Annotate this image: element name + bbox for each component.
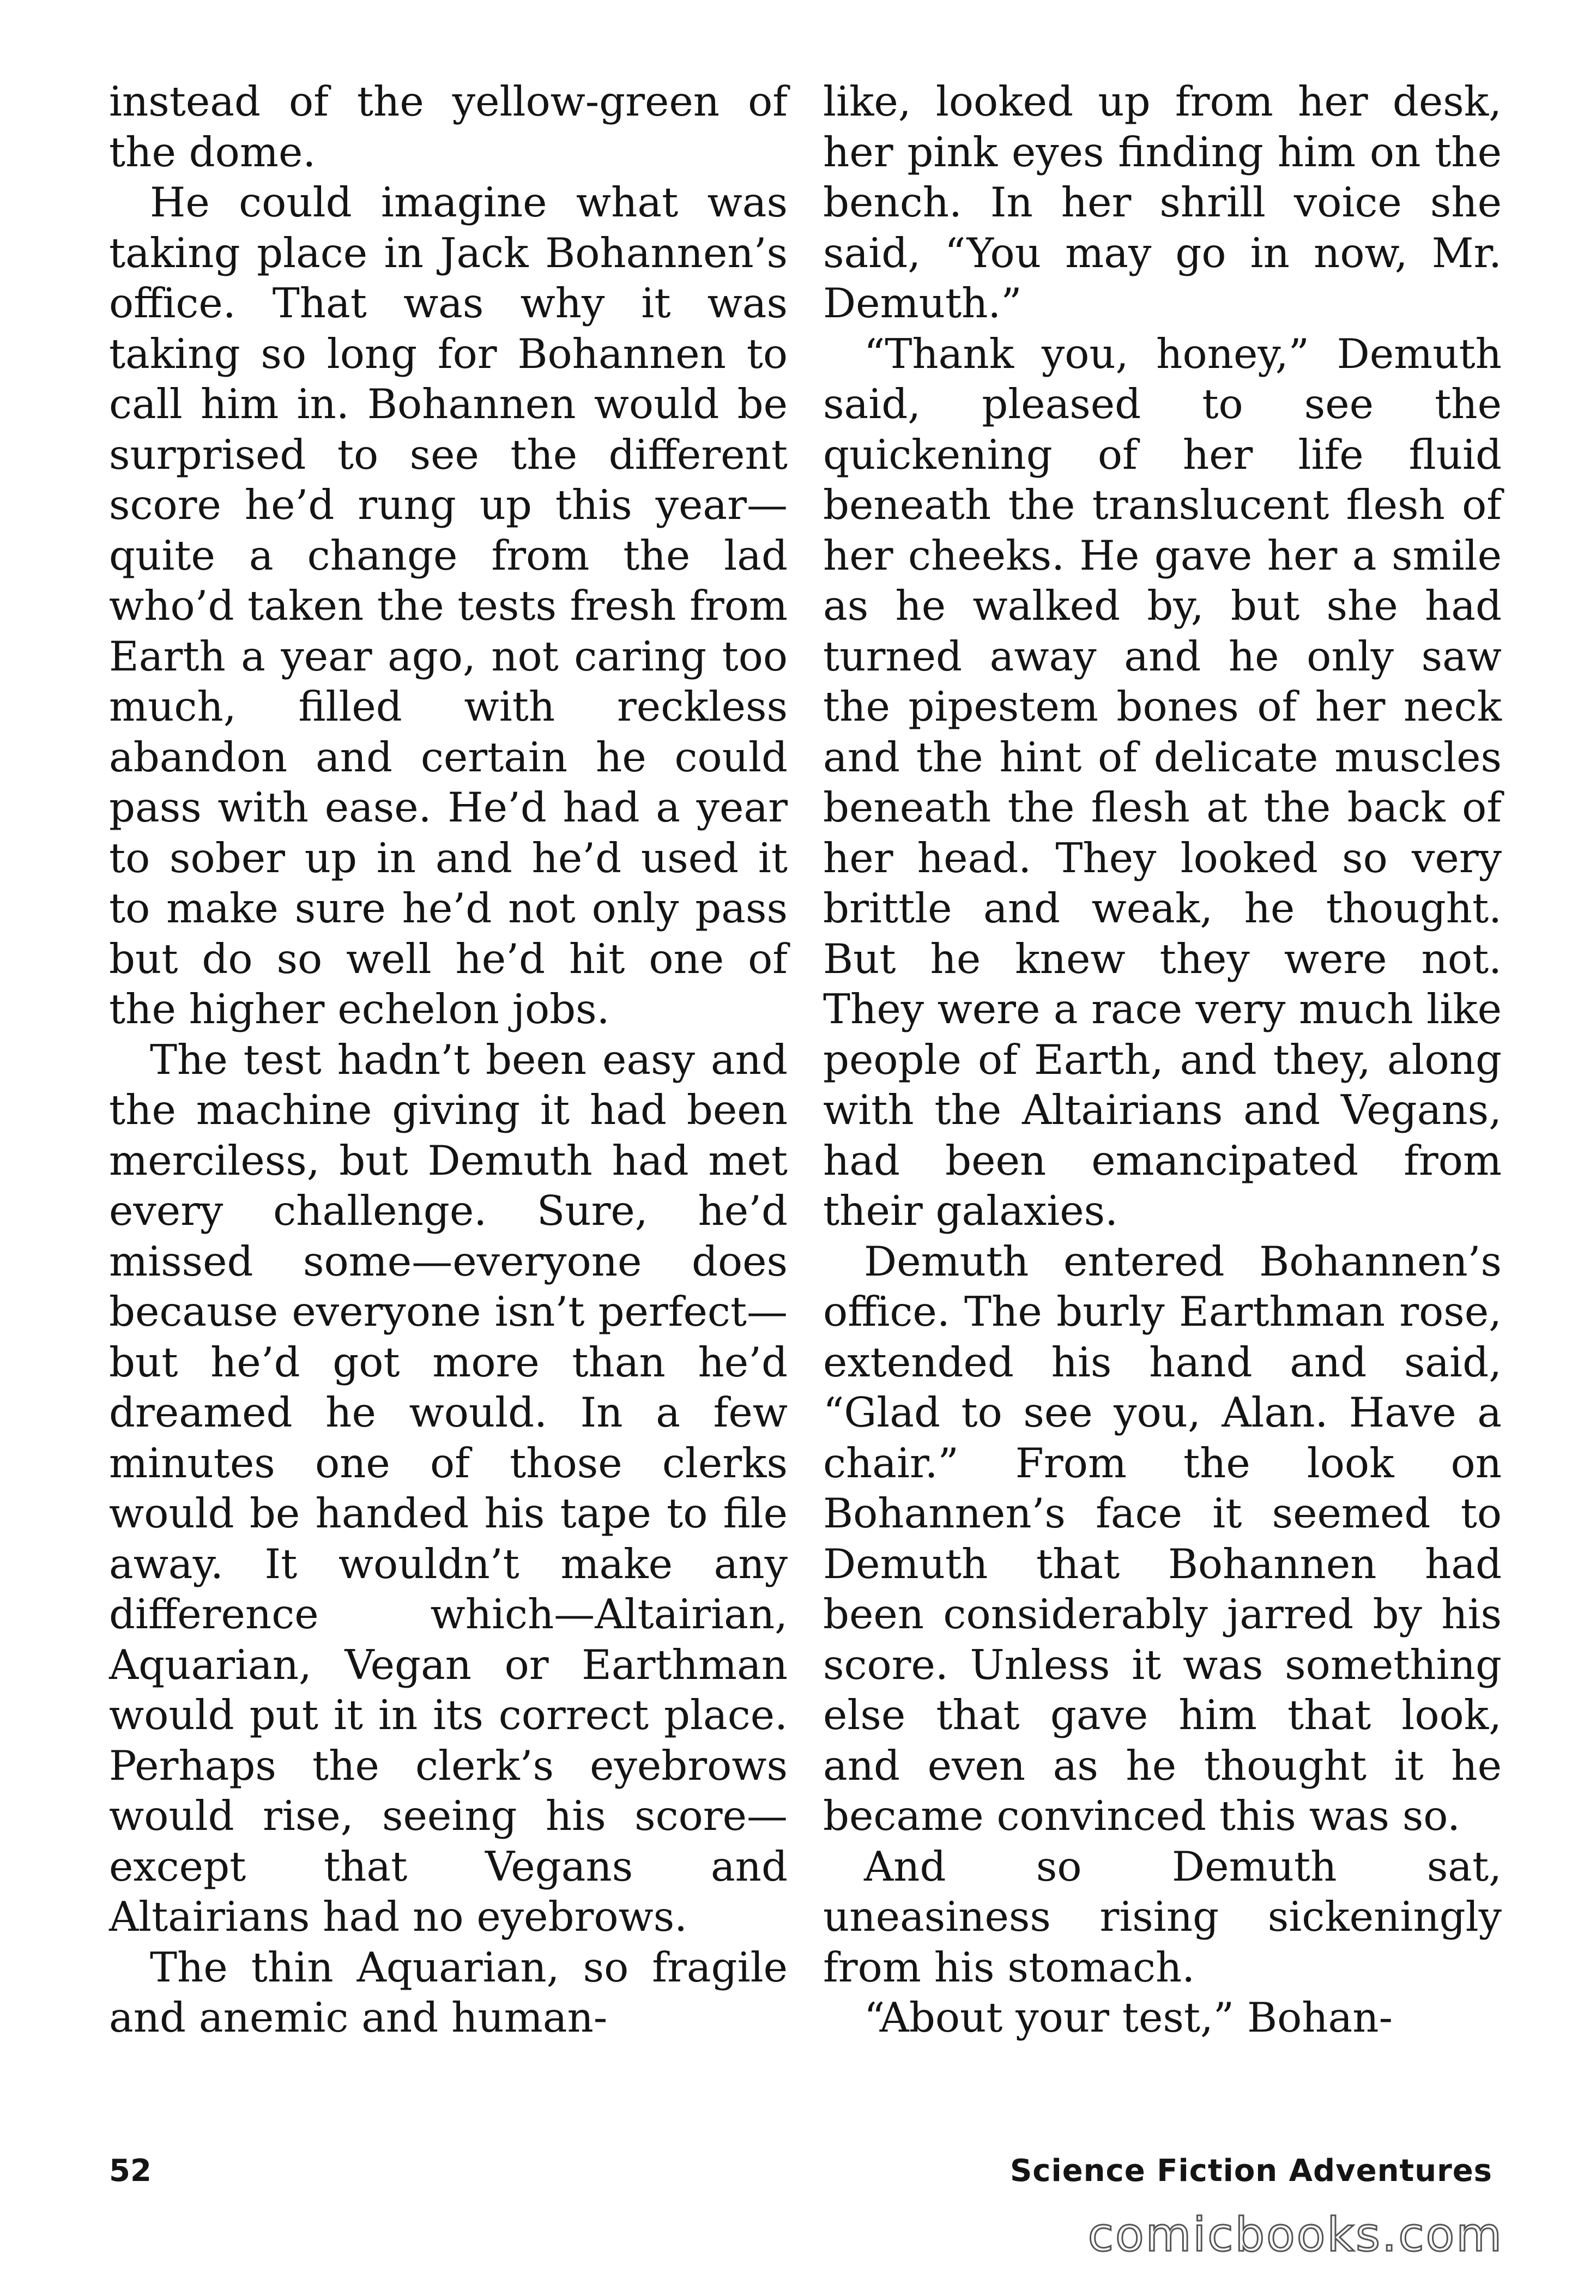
page-number: 52 [109,2153,152,2189]
watermark: comicbooks.com [1087,2208,1503,2262]
paragraph: “About your test,” Bohan- [864,1993,1393,2041]
publication-title: Science Fiction Adventures [1009,2153,1492,2189]
paragraph: He could imagine what was taking place in Jack Bohannen’s office. That was why it was taking so long for Bohannen to call him in. Bohannen would be surprised to see the different score he’d rung up this year—quite a change from the lad who’d taken the tests fresh from Earth a year ago, not caring too much, filled with reckless abandon and certain he could pass with ease. He’d had a year to sober up in and he’d used it to make sure he’d not only pass but do so well he’d hit one of the higher echelon jobs. [109,178,788,1033]
paragraph: Demuth entered Bohannen’s office. The burly Earthman rose, extended his hand and said, “Glad to see you, Alan. Have a chair.” From the look on Bohannen’s face it seemed to Demuth that Bohannen had been considerably jarred by his score. Unless it was something else that gave him that look, and even as he thought it he became convinced this was so. [823,1237,1502,1840]
left-text-column [109,76,788,2043]
paragraph: “Thank you, honey,” Demuth said, pleased to see the quickening of her life fluid beneath the translucent flesh of her cheeks. He gave her a smile as he walked by, but she had turned away and he only saw the pipestem bones of her neck and the hint of delicate muscles beneath the flesh at the back of her head. They looked so very brittle and weak, he thought. But he knew they were not. They were a race very much like people of Earth, and they, along with the Altairians and Vegans, had been emancipated from their galaxies. [823,329,1502,1235]
paragraph: The thin Aquarian, so fragile and anemic and human- [109,1943,788,2041]
right-text-column [823,76,1502,2043]
paragraph: And so Demuth sat, uneasiness rising sickeningly from his stomach. [823,1842,1502,1991]
paragraph: The test hadn’t been easy and the machine giving it had been merciless, but Demuth had met every challenge. Sure, he’d missed some—everyone does because everyone isn’t perfect—but he’d got more than he’d dreamed he would. In a few minutes one of those clerks would be handed his tape to file away. It wouldn’t make any difference which—Altairian, Aquarian, Vegan or Earthman would put it in its correct place. Perhaps the clerk’s eyebrows would rise, seeing his score—except that Vegans and Altairians had no eyebrows. [109,1035,788,1941]
paragraph: like, looked up from her desk, her pink eyes finding him on the bench. In her shrill voice she said, “You may go in now, Mr. Demuth.” [823,77,1502,327]
paragraph: instead of the yellow-green of the dome. [109,77,788,176]
